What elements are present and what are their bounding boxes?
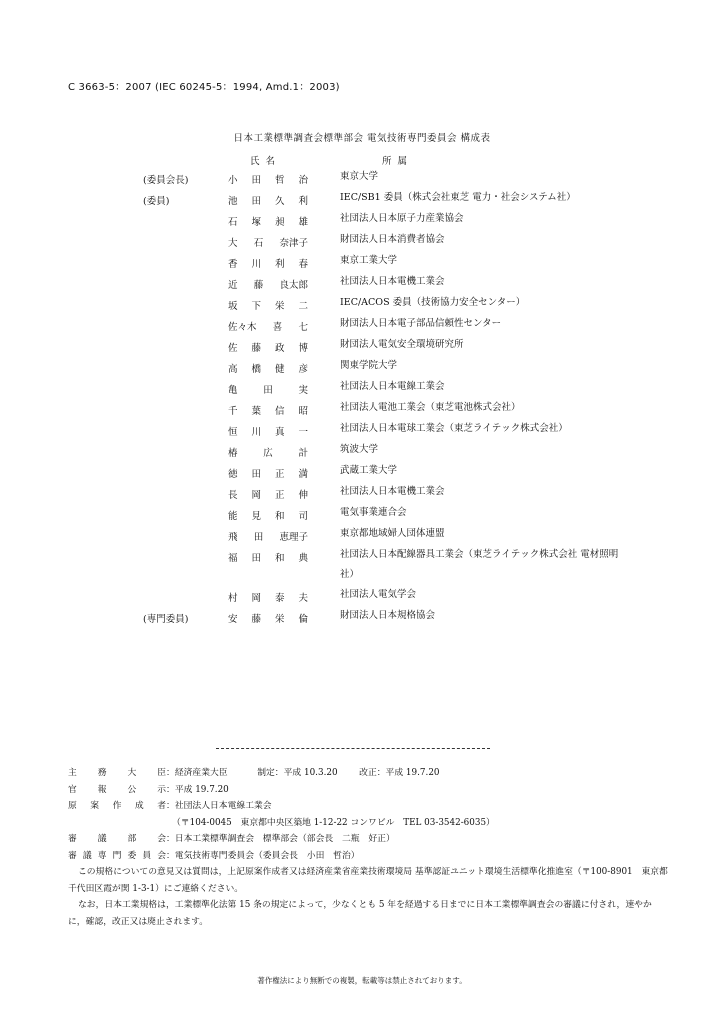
member-name-part: 長 xyxy=(228,490,238,501)
member-name-part: 哲 xyxy=(274,175,285,186)
member-affiliation: IEC/SB1 委員（株式会社東芝 電力・社会システム社） xyxy=(340,192,576,203)
member-name xyxy=(228,193,308,207)
member-affiliation: 東京大学 xyxy=(340,171,379,182)
member-name-part: 彦 xyxy=(298,364,308,375)
member-affiliation: 関東学院大学 xyxy=(340,360,398,371)
member-affiliation: 電気事業連合会 xyxy=(340,507,407,518)
member-name xyxy=(228,487,308,501)
member-name-part: 大 xyxy=(228,238,238,249)
member-name-part: 近 xyxy=(228,280,238,291)
drafter-key: 原案作成者 xyxy=(68,801,166,811)
member-name-part: 能 xyxy=(228,511,238,522)
member-name-part: 田 xyxy=(251,175,261,186)
member-name-part: 昭 xyxy=(298,406,308,417)
member-name xyxy=(228,340,308,354)
member-name-part: 徳 xyxy=(228,469,238,480)
member-name xyxy=(228,590,308,604)
member-name-part: 和 xyxy=(274,553,285,564)
member-name-part: 岡 xyxy=(251,490,261,501)
member-role: (専門委員) xyxy=(143,614,189,625)
member-name-part: 栄 xyxy=(274,301,285,312)
member-affiliation: 東京都地域婦人団体連盟 xyxy=(340,528,445,539)
member-list xyxy=(0,172,724,632)
member-row xyxy=(0,611,724,632)
member-name xyxy=(228,550,308,564)
member-name-part: 小 xyxy=(228,175,238,186)
member-affiliation: 社団法人日本電球工業会（東芝ライテック株式会社） xyxy=(340,423,568,434)
member-name-part: 春 xyxy=(298,259,308,270)
member-name-part: 亀 xyxy=(228,385,238,396)
member-name xyxy=(228,403,308,417)
member-name-part: 田 xyxy=(263,385,273,396)
member-name-part: 藤 xyxy=(251,343,261,354)
member-name-part: 計 xyxy=(298,448,308,459)
member-name-part: 橋 xyxy=(251,364,261,375)
member-name-part: 治 xyxy=(298,175,308,186)
member-name-part: 久 xyxy=(274,196,285,207)
committee-key: 審議専門委員会 xyxy=(68,850,166,861)
member-affiliation: 社団法人電池工業会（東芝電池株式会社） xyxy=(340,402,521,413)
member-name-part: 泰 xyxy=(274,593,285,604)
committee-value: 電気技術専門委員会（委員会長 小田 哲治） xyxy=(174,850,360,861)
member-affiliation: 社団法人日本配線器具工業会（東芝ライテック株式会社 電材照明社） xyxy=(340,549,619,580)
member-name-part: 佐々木 xyxy=(228,322,257,333)
member-name-part: 高 xyxy=(228,364,238,375)
member-name-part: 一 xyxy=(298,427,308,438)
member-name xyxy=(228,361,308,375)
member-name xyxy=(228,298,308,312)
member-name-part: 恵理子 xyxy=(279,532,308,543)
member-name-part: 恒 xyxy=(228,427,238,438)
member-name-part: 真 xyxy=(274,427,285,438)
member-name xyxy=(228,424,308,438)
member-name xyxy=(228,256,308,270)
revised-date: 改正：平成 19.7.20 xyxy=(359,768,440,778)
member-name-part: 坂 xyxy=(228,301,238,312)
member-name-part: 正 xyxy=(274,469,285,480)
member-name xyxy=(228,466,308,480)
member-affiliation: 社団法人日本電機工業会 xyxy=(340,486,445,497)
committee-line: 審議専門委員会：電気技術専門委員会（委員会長 小田 哲治） xyxy=(68,848,668,865)
review-note: なお，日本工業規格は，工業標準化法第 15 条の規定によって，少なくとも 5 年を経過する日までに日本工業標準調査会の審議に付され，速やかに，確認，改正又は廃止されます。 xyxy=(68,900,652,927)
name-column-header: 氏名 xyxy=(250,156,282,167)
member-name-part: 福 xyxy=(228,553,238,564)
member-name xyxy=(228,508,308,522)
member-affiliation: 筑波大学 xyxy=(340,444,379,455)
member-name-part: 川 xyxy=(251,259,261,270)
member-name-part: 利 xyxy=(274,259,285,270)
member-affiliation: 社団法人日本電線工業会 xyxy=(340,381,445,392)
member-name-part: 田 xyxy=(253,532,264,543)
member-name-part: 藤 xyxy=(253,280,264,291)
member-name-part: 栄 xyxy=(274,614,285,625)
member-name-part: 喜 xyxy=(272,322,283,333)
member-name-part: 七 xyxy=(298,322,308,333)
minister-value: 経済産業大臣 xyxy=(174,768,228,778)
member-name-part: 田 xyxy=(251,553,261,564)
member-name-part: 葉 xyxy=(251,406,261,417)
member-name-part: 和 xyxy=(274,511,285,522)
drafter-value: 社団法人日本電線工業会 xyxy=(174,801,272,811)
member-row xyxy=(0,550,724,590)
copyright-notice: 著作権法により無断での複製，転載等は禁止されております。 xyxy=(257,976,467,985)
member-name-part: 実 xyxy=(298,385,308,396)
member-name xyxy=(228,382,308,396)
member-affiliation: IEC/ACOS 委員（技術協力安全センター） xyxy=(340,297,526,308)
member-name-part: 奈津子 xyxy=(279,238,308,249)
member-name-part: 夫 xyxy=(298,593,308,604)
member-name-part: 政 xyxy=(274,343,285,354)
member-name-part: 二 xyxy=(298,301,308,312)
member-name-part: 石 xyxy=(228,217,238,228)
committee-list-title: 日本工業標準調査会標準部会 電気技術専門委員会 構成表 xyxy=(233,133,491,144)
member-name xyxy=(228,319,308,333)
member-affiliation: 財団法人日本規格協会 xyxy=(340,610,436,621)
member-name-part: 正 xyxy=(274,490,285,501)
member-name-part: 佐 xyxy=(228,343,238,354)
member-affiliation: 東京工業大学 xyxy=(340,255,398,266)
affiliation-column-header: 所属 xyxy=(382,156,414,167)
member-name-part: 岡 xyxy=(251,593,261,604)
member-name xyxy=(228,214,308,228)
member-name xyxy=(228,235,308,249)
member-name-part: 典 xyxy=(298,553,308,564)
drafter-line: 原案作成者：社団法人日本電線工業会 xyxy=(68,798,668,815)
member-name-part: 香 xyxy=(228,259,238,270)
member-affiliation: 財団法人日本消費者協会 xyxy=(340,234,445,245)
member-name-part: 藤 xyxy=(251,614,261,625)
member-name-part: 広 xyxy=(263,448,273,459)
member-name-part: 良太郎 xyxy=(279,280,308,291)
council-key: 審議部会 xyxy=(68,834,166,844)
member-name-part: 利 xyxy=(298,196,308,207)
member-name-part: 見 xyxy=(251,511,261,522)
gazette-key: 官報公示 xyxy=(68,784,166,795)
member-name-part: 司 xyxy=(298,511,308,522)
gazette-line: 官報公示：平成 19.7.20 xyxy=(68,782,668,799)
minister-key: 主務大臣 xyxy=(68,768,166,778)
council-line: 審議部会：日本工業標準調査会 標準部会（部会長 二瓶 好正） xyxy=(68,831,668,848)
member-name-part: 川 xyxy=(251,427,261,438)
member-affiliation: 財団法人電気安全環境研究所 xyxy=(340,339,464,350)
member-name-part: 田 xyxy=(251,469,261,480)
member-name-part: 石 xyxy=(253,238,264,249)
colophon xyxy=(68,765,668,930)
minister-line: 主務大臣：経済産業大臣 制定：平成 10.3.20 改正：平成 19.7.20 xyxy=(68,765,668,782)
member-name-part: 安 xyxy=(228,614,238,625)
established-date: 制定：平成 10.3.20 xyxy=(257,768,338,778)
member-name xyxy=(228,172,308,186)
member-name-part: 千 xyxy=(228,406,238,417)
member-name-part: 池 xyxy=(228,196,238,207)
member-affiliation: 社団法人日本原子力産業協会 xyxy=(340,213,464,224)
member-name-part: 飛 xyxy=(228,532,238,543)
member-name-part: 昶 xyxy=(274,217,285,228)
member-affiliation: 社団法人日本電機工業会 xyxy=(340,276,445,287)
member-name-part: 博 xyxy=(298,343,308,354)
contact-note: この規格についての意見又は質問は，上記原案作成者又は経済産業省産業技術環境局 基準認証ユニット環境生活標準化推進室（〒100-8901 東京都千代田区霞が関 1-3-1）にご連絡ください。 xyxy=(68,867,668,894)
member-name xyxy=(228,277,308,291)
drafter-address: （〒104-0045 東京都中央区築地 1-12-22 コンワビル TEL 03-3542-6035） xyxy=(172,817,495,828)
member-name-part: 健 xyxy=(274,364,285,375)
member-affiliation: 武蔵工業大学 xyxy=(340,465,398,476)
member-name xyxy=(228,445,308,459)
member-name-part: 椿 xyxy=(228,448,238,459)
member-name-part: 信 xyxy=(274,406,285,417)
member-name-part: 塚 xyxy=(251,217,261,228)
gazette-value: 平成 19.7.20 xyxy=(174,784,229,795)
member-name-part: 雄 xyxy=(298,217,308,228)
member-name-part: 伸 xyxy=(298,490,308,501)
member-affiliation: 財団法人日本電子部品信頼性センター xyxy=(340,318,502,329)
member-name-part: 村 xyxy=(228,593,238,604)
member-name-part: 倫 xyxy=(298,614,308,625)
member-role: (委員) xyxy=(143,196,170,207)
council-value: 日本工業標準調査会 標準部会（部会長 二瓶 好正） xyxy=(174,834,395,844)
standard-number-header: C 3663-5：2007 (IEC 60245-5：1994, Amd.1：2003) xyxy=(68,82,340,93)
member-name xyxy=(228,611,308,625)
member-name xyxy=(228,529,308,543)
separator-rule xyxy=(216,748,490,749)
member-name-part: 下 xyxy=(251,301,261,312)
member-role: (委員会長) xyxy=(143,175,189,186)
member-name-part: 田 xyxy=(251,196,261,207)
member-name-part: 満 xyxy=(298,469,308,480)
member-affiliation: 社団法人電気学会 xyxy=(340,589,417,600)
